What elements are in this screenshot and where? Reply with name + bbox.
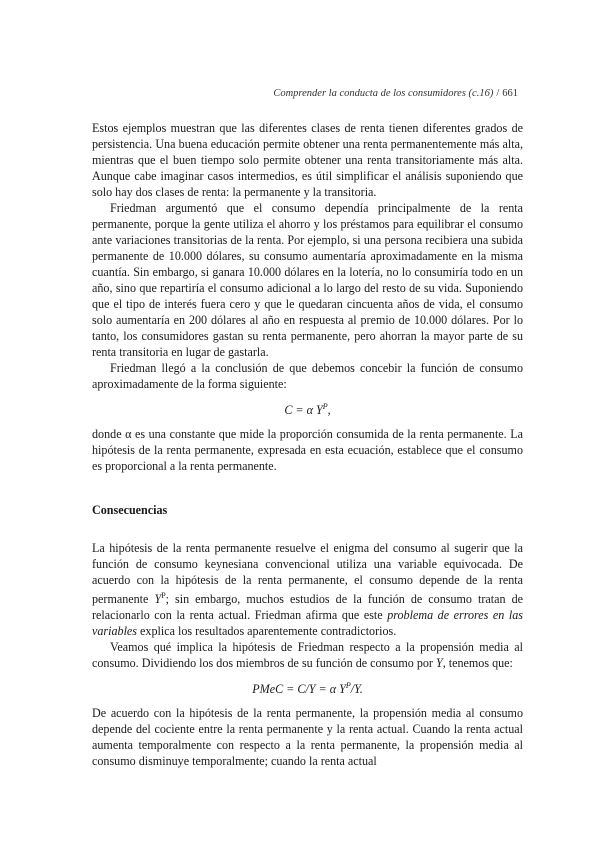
paragraph-6-part-a: Veamos qué implica la hipótesis de Friedman respecto a la propensión media al consumo. Dividiendo los dos miembros de su función de consumo por [92,640,523,671]
paragraph-5 [92,540,523,639]
paragraph-5-part-b: ; sin embargo, muchos estudios de la función de consumo tratan de relacionarlo con la renta actual. Friedman afirma que este [92,592,523,623]
paragraph-6-variable: Y [435,656,443,671]
paragraph-6-part-b: , tenemos que: [442,656,513,671]
paragraph-3: Friedman llegó a la conclusión de que debemos concebir la función de consumo aproximadamente de la forma siguiente: [92,361,523,391]
paragraph-5-part-c: explica los resultados aparentemente contradictorios. [137,624,397,639]
paragraph-5-superscript: P [161,591,166,601]
equation-2-main: PMeC = C/Y = α Y [252,682,346,697]
paragraph-7: De acuerdo con la hipótesis de la renta permanente, la propensión media al consumo depende del cociente entre la renta permanente y la renta actual. Cuando la renta actual aumenta temporalmente con respecto a la renta permanente, la propensión media al consumo disminuye temporalmente; cuando la renta actual [92,706,523,769]
header-separator: / [496,88,500,99]
paragraph-5-variable: Y [154,592,162,607]
equation-1-tail: , [327,403,331,418]
equation-1-main: C = α Y [284,403,323,418]
paragraph-5-part-a: La hipótesis de la renta permanente resuelve el enigma del consumo al sugerir que la función de consumo keynesiana convencional utiliza una variable equivocada. De acuerdo con la hipótesis de la renta permanente, el consumo depende de la renta permanente [92,541,523,607]
equation-apc [92,678,523,697]
paragraph-4: donde α es una constante que mide la proporción consumida de la renta permanente. La hipótesis de la renta permanente, expresada en esta ecuación, establece que el consumo es proporcional a la renta permanente. [92,427,523,474]
paragraph-2: Friedman argumentó que el consumo dependía principalmente de la renta permanente, porque la gente utiliza el ahorro y los préstamos para equilibrar el consumo ante variaciones transitorias de la renta. Por ejemplo, si una persona recibiera una subida permanente de 10.000 dólares, su consumo aumentaría aproximadamente en la misma cuantía. Sin embargo, si ganara 10.000 dólares en la lotería, no lo consumiría todo en un año, sino que repartiría el consumo adicional a lo largo del resto de su vida. Suponiendo que el tipo de interés fuera cero y que le quedaran cincuenta años de vida, el consumo solo aumentaría en 200 dólares al año en respuesta al premio de 10.000 dólares. Por lo tanto, los consumidores gastan su renta permanente, pero ahorran la mayor parte de su renta transitoria en lugar de gastarla. [92,201,523,359]
equation-consumption [92,399,523,418]
page-number: 661 [502,88,518,99]
equation-2-superscript: P [345,681,351,691]
equation-1-superscript: P [322,402,328,411]
running-title: Comprender la conducta de los consumidores (c.16) [273,88,494,99]
body-text [92,120,523,769]
equation-2-tail: /Y. [350,682,363,697]
section-heading: Consecuencias [92,503,168,518]
paragraph-5-italic-term: problema de errores en las variables [92,608,523,639]
paragraph-1: Estos ejemplos muestran que las diferentes clases de renta tienen diferentes grados de persistencia. Una buena educación permite obtener una renta permanentemente más alta, mientras que el buen tiempo solo permite obtener una renta transitoriamente más alta. Aunque cabe imaginar casos intermedios, es útil simplificar el análisis suponiendo que solo hay dos clases de renta: la permanente y la transitoria. [92,121,523,199]
paragraph-6 [92,639,523,671]
running-header [273,88,518,99]
